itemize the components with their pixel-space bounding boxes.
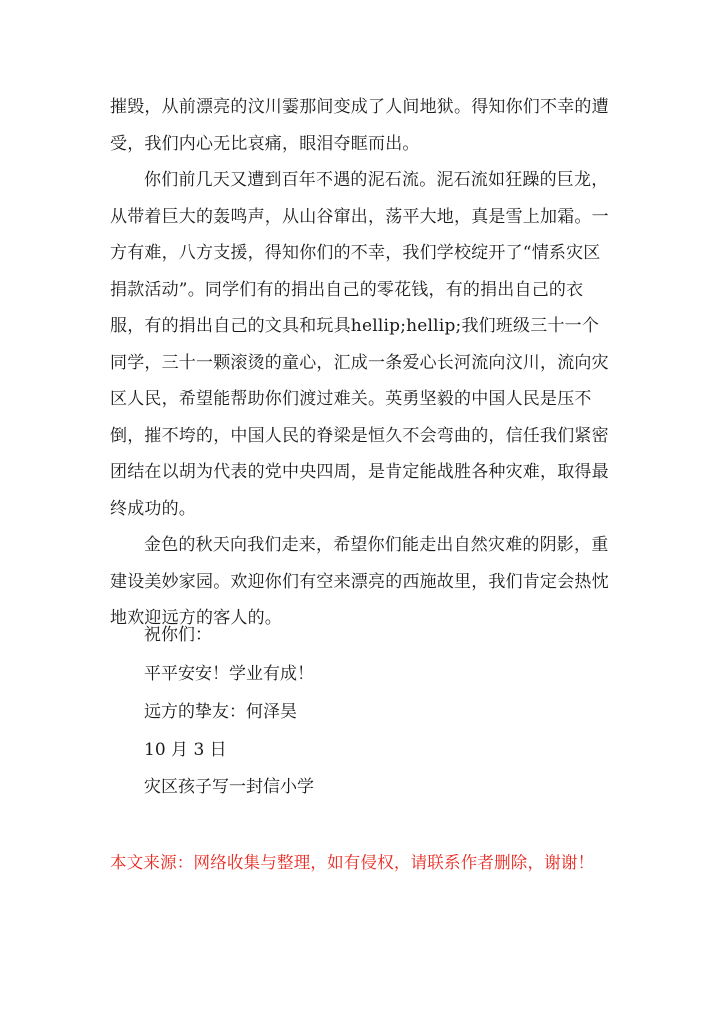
- letter-paragraph-1: 摧毁，从前漂亮的汶川霎那间变成了人间地狱。得知你们不幸的遭受，我们内心无比哀痛，眼泪夺眶而出。: [110, 97, 609, 154]
- source-note: 本文来源：网络收集与整理，如有侵权，请联系作者删除，谢谢！: [110, 853, 595, 872]
- letter-signature: 远方的挚友：何泽昊: [144, 702, 297, 722]
- letter-date: 10 月 3 日: [144, 740, 227, 760]
- letter-paragraph-2: 你们前几天又遭到百年不遇的泥石流。泥石流如狂躁的巨龙，从带着巨大的轰鸣声，从山谷窜出，荡平大地，真是雪上加霜。一方有难，八方支援，得知你们的不幸，我们学校绽开了“情系灾区捐款活动”。同学们有的捐出自己的零花钱，有的捐出自己的衣服，有的捐出自己的文具和玩具hellip;hellip;我们班级三十一个同学，三十一颗滚烫的童心，汇成一条爱心长河流向汶川，流向灾区人民，希望能帮助你们渡过难关。英勇坚毅的中国人民是压不倒，摧不垮的，中国人民的脊梁是恒久不会弯曲的，信任我们紧密团结在以胡为代表的党中央四周，是肯定能战胜各种灾难，取得最终成功的。: [110, 170, 609, 519]
- letter-wish: 平平安安！学业有成！: [144, 664, 314, 684]
- letter-body: [110, 89, 615, 637]
- letter-footer-title: 灾区孩子写一封信小学: [144, 777, 314, 797]
- letter-paragraph-3: 金色的秋天向我们走来，希望你们能走出自然灾难的阴影，重建设美妙家园。欢迎你们有空来漂亮的西施故里，我们肯定会热忱地欢迎远方的客人的。: [110, 535, 609, 628]
- letter-greeting: 祝你们：: [144, 625, 212, 645]
